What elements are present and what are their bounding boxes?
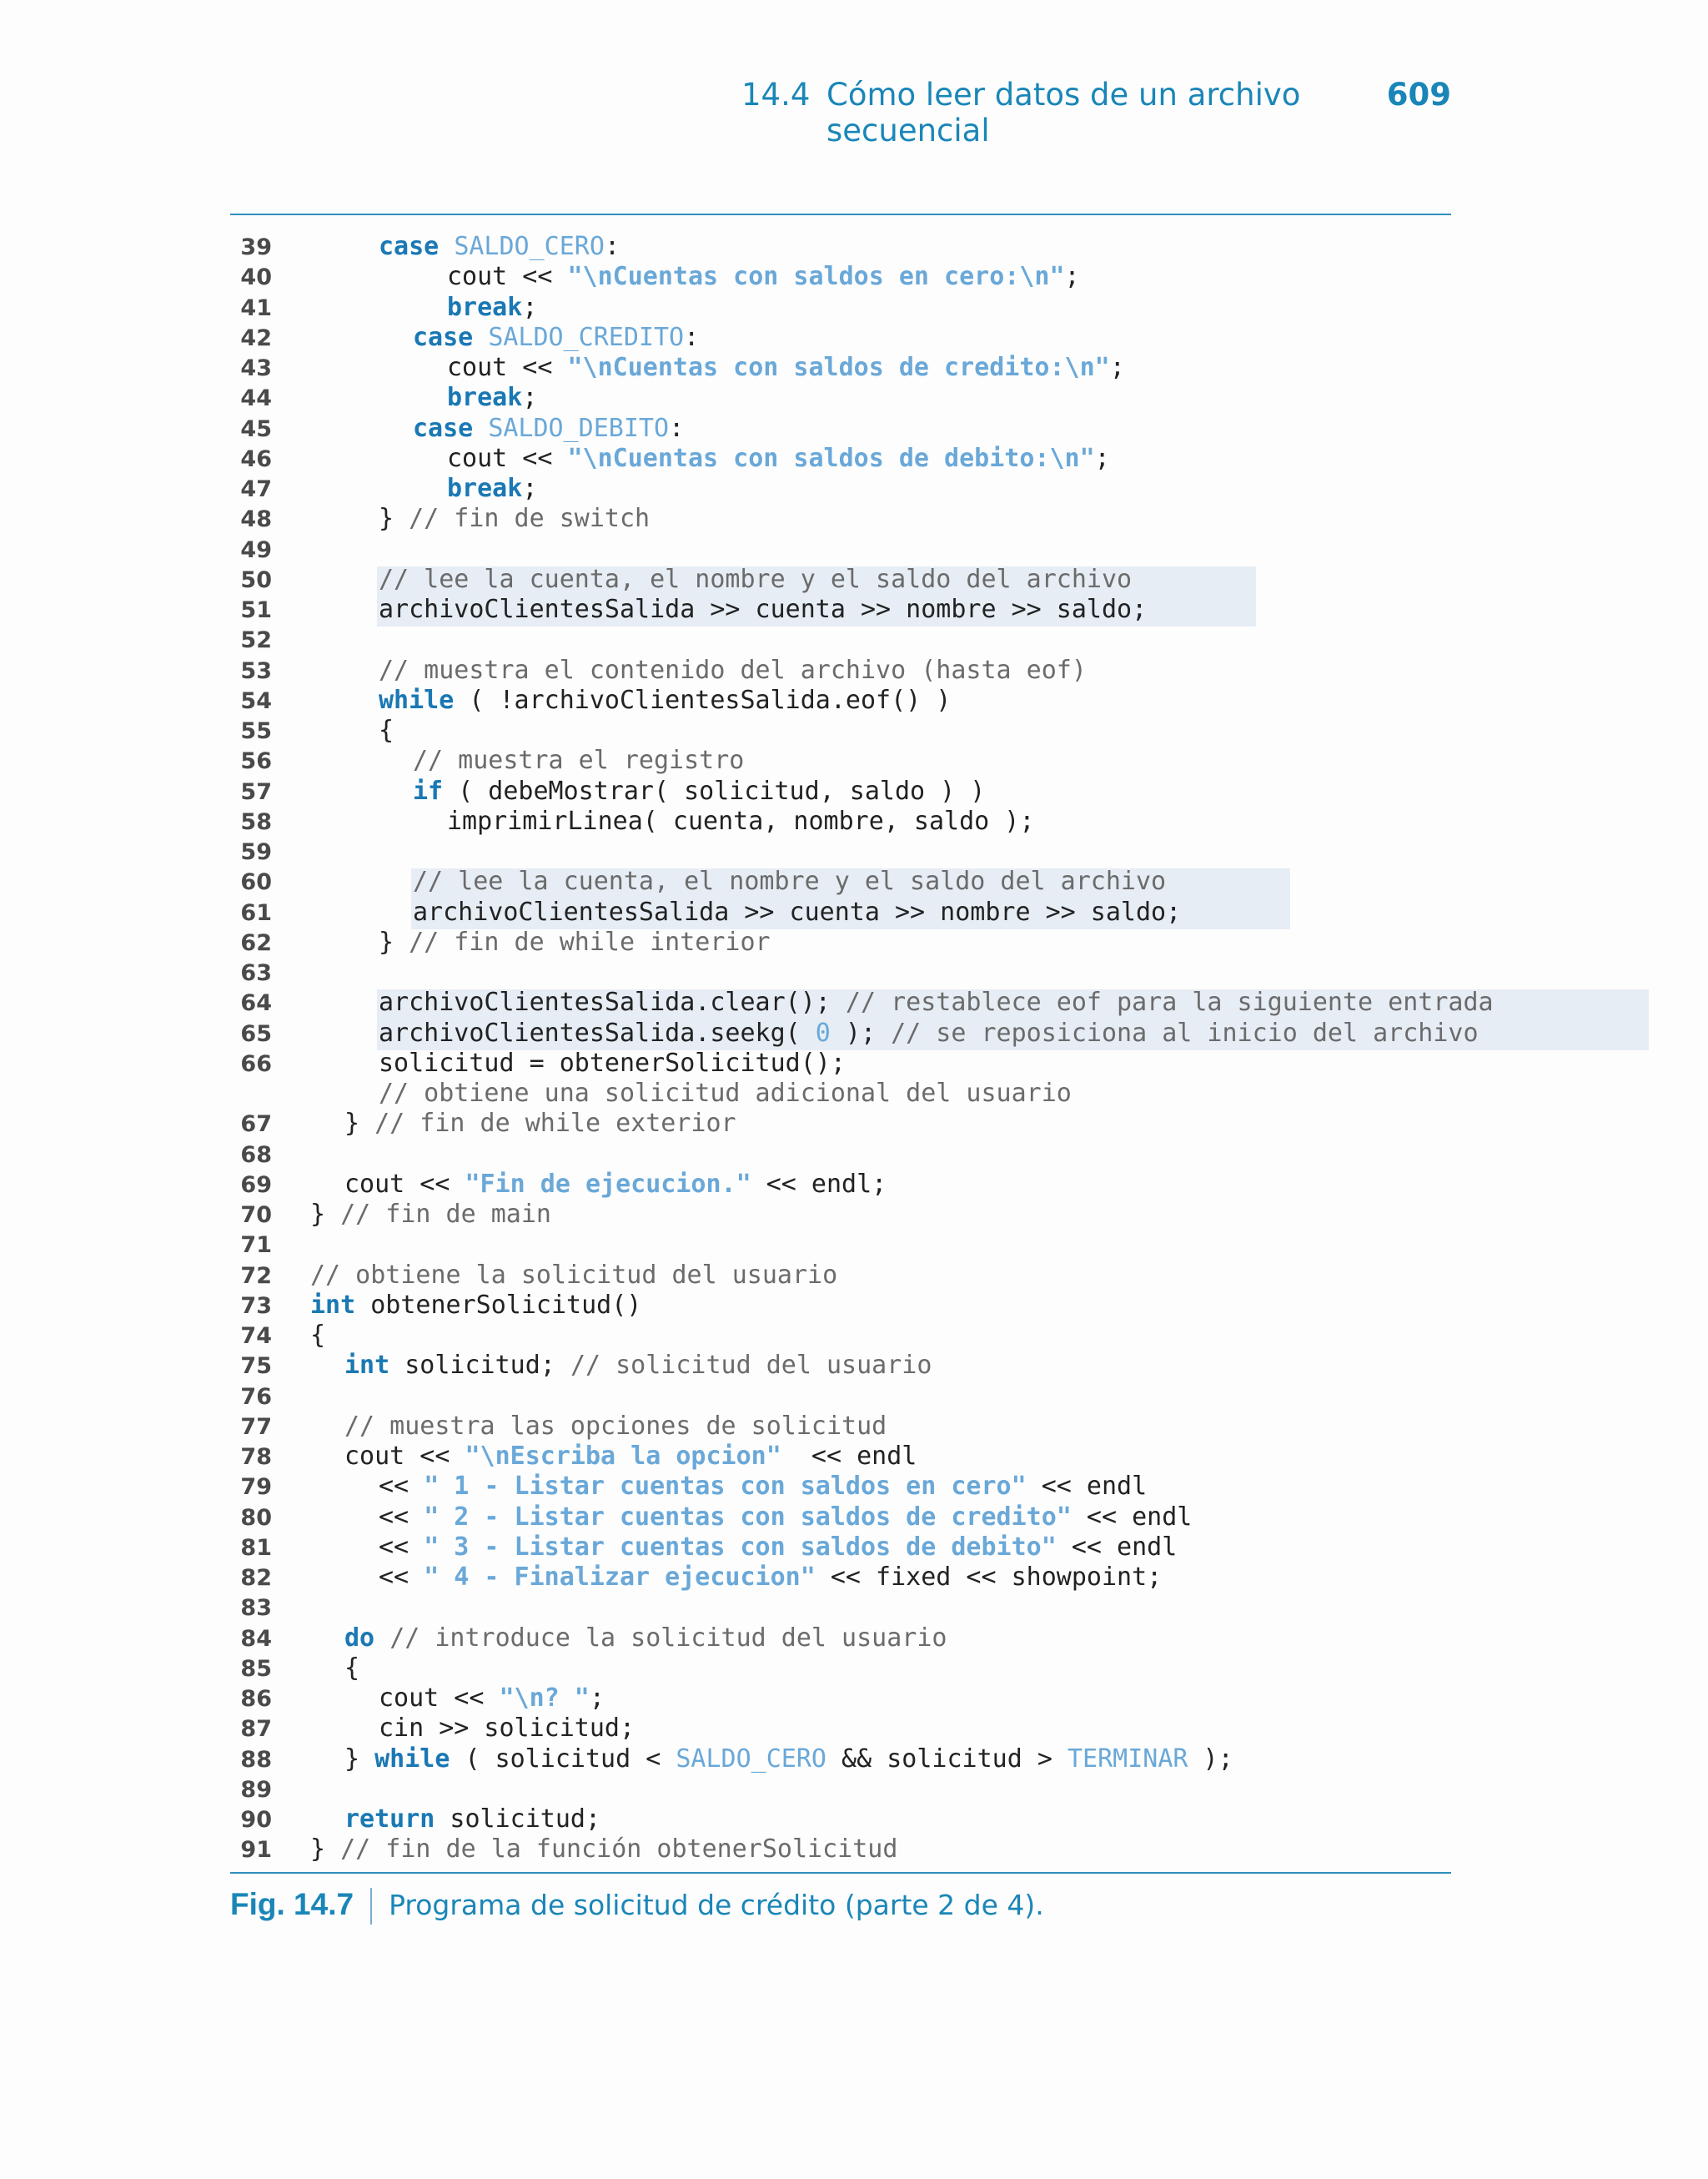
code-comment: // fin de while exterior [374,1109,736,1139]
code-token: << [379,1563,424,1592]
code-token: << endl [1056,1532,1178,1562]
code-keyword: do [344,1623,375,1653]
code-token: << [379,1532,424,1562]
line-number: 62 [240,929,272,956]
line-number: 51 [240,597,272,623]
code-token: cout << [447,443,568,473]
code-line [230,1170,1451,1200]
line-number: 69 [240,1171,272,1198]
line-number: 44 [240,385,272,412]
code-token: && solicitud > [826,1744,1068,1774]
code-text [379,565,1132,595]
line-number: 83 [240,1595,272,1622]
code-string: "\nEscriba la opcion" [465,1442,781,1471]
code-token: cout << [447,262,568,292]
line-number: 78 [240,1444,272,1470]
code-token: } [379,927,409,957]
code-line [230,988,1494,1018]
line-number: 53 [240,657,272,684]
code-text [310,1834,897,1864]
code-string: " 3 - Listar cuentas con saldos de debito" [424,1532,1057,1562]
line-number: 77 [240,1413,272,1440]
code-token: { [379,716,394,745]
line-number: 60 [240,869,272,896]
code-line [230,1502,1451,1532]
code-line [230,535,1451,565]
code-line [230,1140,1451,1170]
line-number: 86 [240,1686,272,1712]
code-line [230,1230,1451,1260]
code-text [379,232,620,262]
code-text [310,1261,837,1291]
figure-label: Fig. 14.7 [230,1887,354,1921]
code-text [379,1019,1479,1049]
code-text [344,1623,947,1653]
code-text [447,474,537,504]
section-number: 14.4 [741,77,811,113]
code-text [379,504,650,534]
code-token: } [310,1834,341,1864]
code-token: imprimirLinea( cuenta, nombre, saldo ); [447,806,1035,836]
code-comment: // lee la cuenta, el nombre y el saldo del archivo [413,867,1167,897]
line-number: 68 [240,1141,272,1168]
code-line [230,565,1451,595]
code-text [379,1049,846,1079]
line-number: 70 [240,1202,272,1228]
code-token: cout << [344,1442,465,1471]
line-number: 49 [240,536,272,563]
code-string: " 4 - Finalizar ejecucion" [424,1563,816,1592]
code-constant: 0 [815,1018,831,1048]
code-text [379,1532,1177,1563]
code-comment: // solicitud del usuario [570,1351,932,1381]
code-constant: SALDO_CERO [676,1744,826,1774]
line-number: 39 [240,234,272,260]
line-number: 71 [240,1232,272,1259]
code-keyword: int [344,1351,390,1381]
code-line [230,928,1451,958]
code-token: : [604,232,620,261]
line-number: 88 [240,1746,272,1773]
code-text [447,353,1125,383]
line-number: 74 [240,1323,272,1349]
code-token: ( !archivoClientesSalida.eof() ) [454,685,952,715]
code-line [230,1623,1451,1653]
code-keyword: case [413,322,489,352]
code-comment: // introduce la solicitud del usuario [389,1623,947,1653]
code-line [230,504,1451,534]
code-text [344,1804,600,1834]
code-line [230,716,1451,746]
code-keyword: int [310,1290,356,1320]
code-comment: // se reposiciona al inicio del archivo [891,1018,1479,1048]
code-comment: // lee la cuenta, el nombre y el saldo del archivo [379,564,1133,594]
code-token: ; [1109,353,1125,382]
code-line [230,1532,1451,1563]
line-number: 41 [240,294,272,321]
code-line [230,1109,1451,1139]
code-token: ); [830,1018,892,1048]
line-number: 42 [240,325,272,351]
line-number: 72 [240,1262,272,1289]
line-number: 63 [240,960,272,986]
code-string: "\nCuentas con saldos de credito:\n" [567,353,1110,382]
code-line [230,1714,1451,1744]
line-number: 46 [240,445,272,472]
line-number: 90 [240,1807,272,1833]
line-number: 82 [240,1565,272,1591]
code-text [413,323,699,353]
line-number: 64 [240,990,272,1017]
code-line [230,1321,1451,1351]
code-token: << endl [1026,1472,1148,1502]
code-keyword: if [413,776,444,806]
code-text [413,898,1181,928]
line-number: 75 [240,1353,272,1380]
code-line [230,625,1451,655]
code-text [344,1442,917,1472]
code-token: archivoClientesSalida >> cuenta >> nombre >> saldo; [413,897,1182,927]
code-token: ; [522,383,538,413]
code-text [379,686,951,716]
code-line [230,1261,1451,1291]
code-text [379,1472,1147,1502]
code-comment: // fin de la función obtenerSolicitud [340,1834,898,1864]
code-text [310,1321,325,1351]
code-line [230,1472,1451,1502]
code-keyword: break [447,383,523,413]
code-constant: SALDO_CREDITO [488,322,685,352]
code-line [230,595,1451,625]
line-number: 48 [240,506,272,533]
code-line [230,1804,1451,1834]
code-line [230,837,1451,867]
line-number: 45 [240,415,272,442]
code-keyword: case [413,413,489,443]
code-keyword: return [344,1804,435,1834]
code-token: << [379,1472,424,1502]
code-line [230,1442,1451,1472]
line-number: 89 [240,1776,272,1803]
code-token: ; [1094,443,1110,473]
code-line [230,444,1451,474]
line-number: 61 [240,899,272,926]
code-text [310,1200,551,1230]
page-number: 609 [1386,77,1451,113]
code-line [230,807,1451,837]
code-line [230,1563,1451,1593]
code-token: << endl [781,1442,917,1471]
code-line [230,898,1451,928]
code-text [379,1563,1162,1593]
code-line [230,686,1451,716]
code-text [379,1502,1192,1532]
figure-caption [230,1887,1044,1929]
line-number: 85 [240,1655,272,1682]
code-line [230,262,1451,292]
code-comment: // muestra las opciones de solicitud [344,1411,887,1441]
line-number: 66 [240,1050,272,1077]
code-text [413,777,985,807]
line-number: 84 [240,1625,272,1652]
code-text [413,746,744,776]
code-text [447,807,1034,837]
code-text [344,1744,1233,1774]
code-token: ); [1188,1744,1233,1774]
code-token: ; [1064,262,1080,292]
code-line [230,1774,1451,1804]
code-token: : [669,413,685,443]
code-line [230,656,1451,686]
code-text [344,1170,887,1200]
code-line [230,1653,1451,1683]
line-number: 67 [240,1111,272,1138]
code-text [447,293,537,323]
line-number: 55 [240,718,272,744]
code-keyword: break [447,292,523,322]
line-number: 43 [240,355,272,381]
figure-caption-text: Programa de solicitud de crédito (parte 2 de 4). [389,1889,1044,1921]
top-rule [230,214,1451,215]
code-line [230,1291,1451,1321]
code-string: "\n? " [499,1683,590,1713]
code-line [230,293,1451,323]
code-comment: // fin de main [340,1200,551,1229]
code-text [310,1291,641,1321]
code-token: ; [522,292,538,322]
code-line [230,323,1451,353]
code-text [379,1079,1072,1109]
code-token: archivoClientesSalida.seekg( [379,1018,816,1048]
code-keyword: case [379,232,455,261]
code-text [447,383,537,413]
code-comment: // obtiene una solicitud adicional del usuario [379,1079,1072,1108]
code-line [230,1079,1451,1109]
code-text [379,595,1147,625]
code-line [230,353,1451,383]
code-line [230,746,1451,776]
line-number: 80 [240,1504,272,1531]
code-comment: // restablece eof para la siguiente entrada [845,988,1494,1018]
code-line [230,1381,1451,1412]
line-number: 91 [240,1837,272,1864]
code-comment: // fin de while interior [409,927,771,957]
code-token: ; [589,1683,605,1713]
page-header [230,77,1451,148]
line-number: 54 [240,687,272,714]
code-token: { [344,1653,360,1683]
code-string: "\nCuentas con saldos de debito:\n" [567,443,1095,473]
code-token: cout << [447,353,568,382]
code-line [230,867,1451,897]
line-number: 56 [240,748,272,775]
code-token: ( debeMostrar( solicitud, saldo ) ) [443,776,986,806]
code-text [344,1351,932,1381]
code-text [344,1109,736,1139]
code-line [230,1018,1479,1049]
code-keyword: while [374,1744,450,1774]
code-token: cout << [344,1169,465,1199]
line-number: 58 [240,808,272,835]
line-number: 57 [240,778,272,805]
code-token: ( solicitud < [450,1744,676,1774]
code-text [413,414,684,444]
code-line [230,1834,1451,1864]
code-string: " 2 - Listar cuentas con saldos de credito" [424,1502,1072,1532]
code-comment: // muestra el registro [413,746,745,776]
code-line [230,474,1451,504]
code-line [230,777,1451,807]
code-text [447,262,1080,292]
code-token: << endl; [751,1169,887,1199]
code-token: solicitud; [435,1804,601,1834]
line-number: 73 [240,1292,272,1319]
line-number: 59 [240,839,272,865]
code-token: archivoClientesSalida >> cuenta >> nombre >> saldo; [379,595,1148,624]
code-line [230,1412,1451,1442]
code-text [379,1714,635,1744]
code-token: solicitud; [389,1351,570,1381]
code-line [230,383,1451,413]
code-constant: TERMINAR [1067,1744,1188,1774]
line-number: 79 [240,1474,272,1501]
line-number: 40 [240,264,272,291]
line-number: 87 [240,1716,272,1743]
code-comment: // fin de switch [409,504,651,534]
code-line [230,1049,1451,1079]
code-string: "\nCuentas con saldos en cero:\n" [567,262,1065,292]
code-line [230,1200,1451,1230]
code-token [374,1623,389,1653]
section-title: Cómo leer datos de un archivo secuencial [826,77,1301,148]
code-text [379,656,1087,686]
code-token: cout << [379,1683,500,1713]
code-string: "Fin de ejecucion." [465,1169,751,1199]
code-text [447,444,1110,474]
code-constant: SALDO_CERO [454,232,605,261]
code-token: } [379,504,409,534]
code-line [230,1683,1451,1714]
code-token: : [684,322,700,352]
line-number: 47 [240,476,272,502]
code-line [230,1351,1451,1381]
code-string: " 1 - Listar cuentas con saldos en cero" [424,1472,1027,1502]
code-token: solicitud = obtenerSolicitud(); [379,1048,846,1078]
code-text [379,1683,605,1714]
code-text [344,1412,887,1442]
line-number: 76 [240,1383,272,1410]
code-token: << endl [1071,1502,1193,1532]
code-line [230,232,1451,262]
code-line [230,1744,1451,1774]
code-token: cin >> solicitud; [379,1714,635,1744]
code-text [379,716,394,746]
code-token: { [310,1321,326,1350]
bottom-rule [230,1872,1451,1874]
line-number: 81 [240,1534,272,1561]
code-token: ; [522,474,538,503]
code-token: } [344,1744,375,1774]
line-number: 50 [240,566,272,593]
code-token: archivoClientesSalida.clear(); [379,988,846,1018]
code-text [379,988,1494,1018]
line-number: 65 [240,1020,272,1047]
code-listing [230,232,1494,1867]
code-text [344,1653,359,1683]
code-token: } [310,1200,341,1229]
code-token: obtenerSolicitud() [355,1290,642,1320]
code-keyword: break [447,474,523,503]
code-text [413,867,1166,897]
code-line [230,1593,1451,1623]
code-token: << fixed << showpoint; [815,1563,1163,1592]
code-constant: SALDO_DEBITO [488,413,670,443]
line-number: 52 [240,627,272,654]
code-keyword: while [379,685,455,715]
code-line [230,958,1451,988]
code-comment: // muestra el contenido del archivo (hasta eof) [379,655,1087,685]
code-text [379,928,771,958]
caption-separator [370,1888,372,1925]
code-line [230,414,1451,444]
code-token: } [344,1109,375,1139]
code-comment: // obtiene la solicitud del usuario [310,1260,838,1290]
code-token: << [379,1502,424,1532]
